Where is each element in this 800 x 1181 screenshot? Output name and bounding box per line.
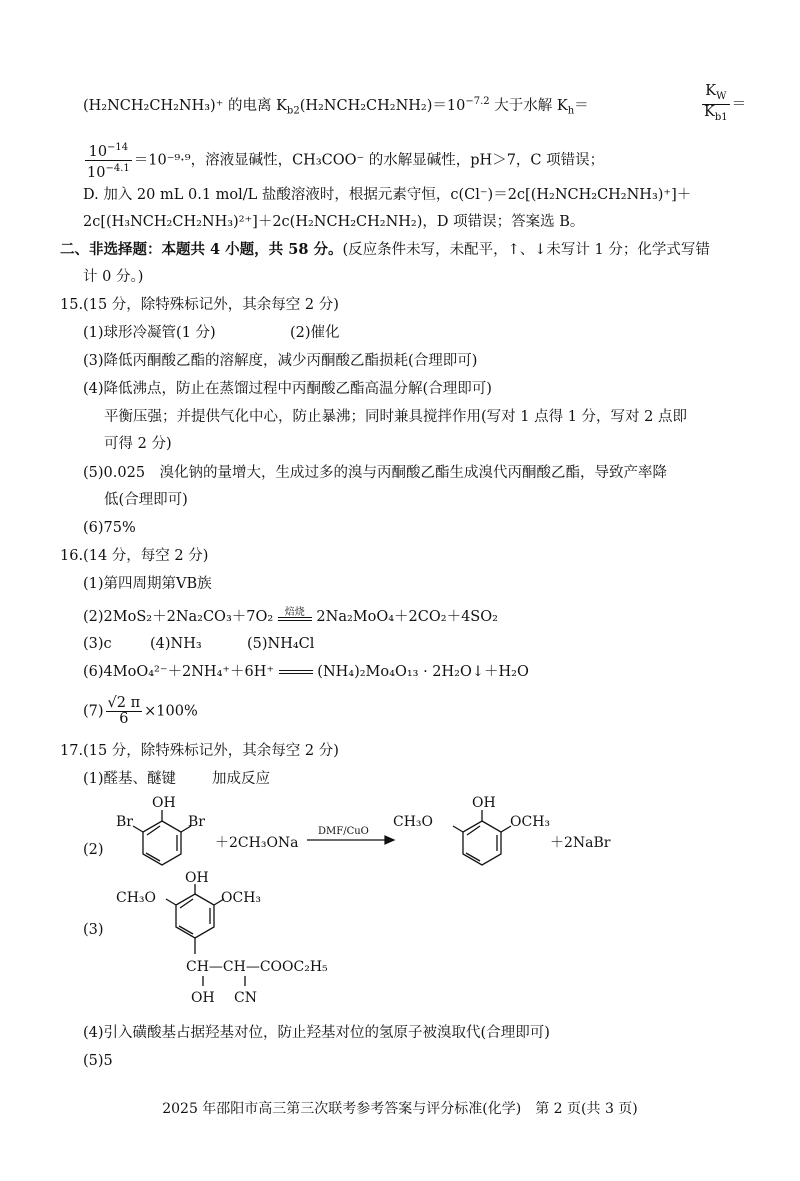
- q16-answer-2: (2)2MoS₂＋2Na₂CO₃＋7O₂ 焙烧 2Na₂MoO₄＋2CO₂＋4SO₂: [83, 607, 498, 625]
- reactant-reagent: ＋2CH₃ONa: [215, 835, 299, 851]
- q17-answer-1: (1)醛基、醚键: [83, 771, 177, 787]
- q17-answer-5: (5)5: [83, 1053, 113, 1069]
- q15-answer-5b: 低(合理即可): [104, 492, 188, 508]
- q15-answer-5: (5)0.025 溴化钠的量增大，生成过多的溴与丙酮酸乙酯生成溴代丙酮酸乙酯，导致产率降: [83, 465, 668, 481]
- q15-answer-4c: 可得 2 分): [104, 436, 172, 452]
- q16-answer-1: (1)第四周期第ⅤB族: [83, 576, 212, 592]
- q15-answer-6: (6)75%: [83, 520, 136, 536]
- structure-cn: CN: [234, 990, 257, 1006]
- q17-answer-2-label: (2): [83, 842, 104, 858]
- q16-answer-6: (6)4MoO₄²⁻＋2NH₄⁺＋6H⁺ (NH₄)₂Mo₄O₁₃ · 2H₂O↓＋H₂O: [83, 664, 529, 680]
- text-line-1: (H₂NCH₂CH₂NH₃)⁺ 的电离 $K_{b2}(H_2NCH_2CH_2NH_2)=10^{-7.2}$ 大于水解 $K_h=$: [83, 96, 589, 117]
- product-benzene-ring: [453, 810, 511, 865]
- q16-header: 16.(14 分，每空 2 分): [60, 548, 209, 564]
- structure-chain: CH—CH—COOC₂H₅: [186, 959, 328, 975]
- roasting-condition: 焙烧: [278, 616, 312, 621]
- structure-3: [100, 868, 400, 1018]
- q16-answer-5: (5)NH₄Cl: [247, 636, 315, 652]
- page-footer: 2025 年邵阳市高三第三次联考参考答案与评分标准(化学) 第 2 页(共 3 页): [162, 1101, 638, 1117]
- reaction-arrow: [307, 836, 394, 844]
- q15-answer-4b: 平衡压强；并提供气化中心，防止暴沸；同时兼具搅拌作用(写对 1 点得 1 分，写对 2 点即: [104, 409, 687, 425]
- product-oh: OH: [472, 795, 496, 811]
- reactant-oh: OH: [152, 795, 176, 811]
- q15-answer-3: (3)降低丙酮酸乙酯的溶解度，减少丙酮酸乙酯损耗(合理即可): [83, 353, 478, 369]
- text-line-3: D. 加入 20 mL 0.1 mol/L 盐酸溶液时，根据元素守恒，c(Cl⁻)＝2c[(H₂NCH₂CH₂NH₃)⁺]＋: [83, 187, 692, 203]
- reaction-condition: DMF/CuO: [318, 826, 369, 837]
- structure-oh-top: OH: [185, 870, 209, 886]
- product-och3-right: OCH₃: [510, 814, 551, 830]
- section-note: 计 0 分。): [83, 269, 144, 285]
- product-nabr: ＋2NaBr: [550, 835, 611, 851]
- q16-answer-4: (4)NH₃: [150, 636, 202, 652]
- equals-sign: [279, 670, 313, 674]
- kw-over-kb1-fraction: $\frac{K_W}{K_{b1}}$ ＝: [704, 83, 747, 123]
- structure-och3-left: CH₃O: [116, 890, 157, 906]
- reactant-br-left: Br: [116, 814, 133, 830]
- q17-header: 17.(15 分，除特殊标记外，其余每空 2 分): [60, 743, 339, 759]
- q15-answer-4: (4)降低沸点，防止在蒸馏过程中丙酮酸乙酯高温分解(合理即可): [83, 381, 492, 397]
- q17-answer-1b: 加成反应: [212, 771, 270, 787]
- reactant-br-right: Br: [188, 814, 205, 830]
- structure-och3-right: OCH₃: [221, 890, 262, 906]
- q17-answer-4: (4)引入磺酸基占据羟基对位，防止羟基对位的氢原子被溴取代(合理即可): [83, 1025, 550, 1041]
- q15-header: 15.(15 分，除特殊标记外，其余每空 2 分): [60, 297, 339, 313]
- q16-answer-7: (7) $\frac{√2 \pi}{6}$ ×100%: [83, 695, 198, 727]
- section-heading: 二、非选择题：本题共 4 小题，共 58 分。(反应条件未写，未配平，↑、↓未写计 1 分；化学式写错: [60, 241, 710, 258]
- reactant-benzene-ring: [133, 810, 191, 865]
- structure-oh-bottom: OH: [191, 990, 215, 1006]
- q17-answer-3-label: (3): [83, 922, 104, 938]
- text-line-4: 2c[(H₃NCH₂CH₂NH₃)²⁺]＋2c(H₂NCH₂CH₂NH₂)，D 项错误；答案选 B。: [83, 214, 585, 230]
- q16-answer-3: (3)c: [83, 636, 112, 652]
- q15-answer-2: (2)催化: [290, 325, 340, 341]
- product-och3-left: CH₃O: [393, 814, 434, 830]
- text-line-2: $\frac{10^{-14}}{10^{-4.1}}$ ＝10⁻⁹·⁹，溶液显碱性，CH₃COO⁻ 的水解显碱性，pH＞7，C 项错误；: [87, 142, 605, 181]
- q15-answer-1: (1)球形冷凝管(1 分): [83, 325, 216, 341]
